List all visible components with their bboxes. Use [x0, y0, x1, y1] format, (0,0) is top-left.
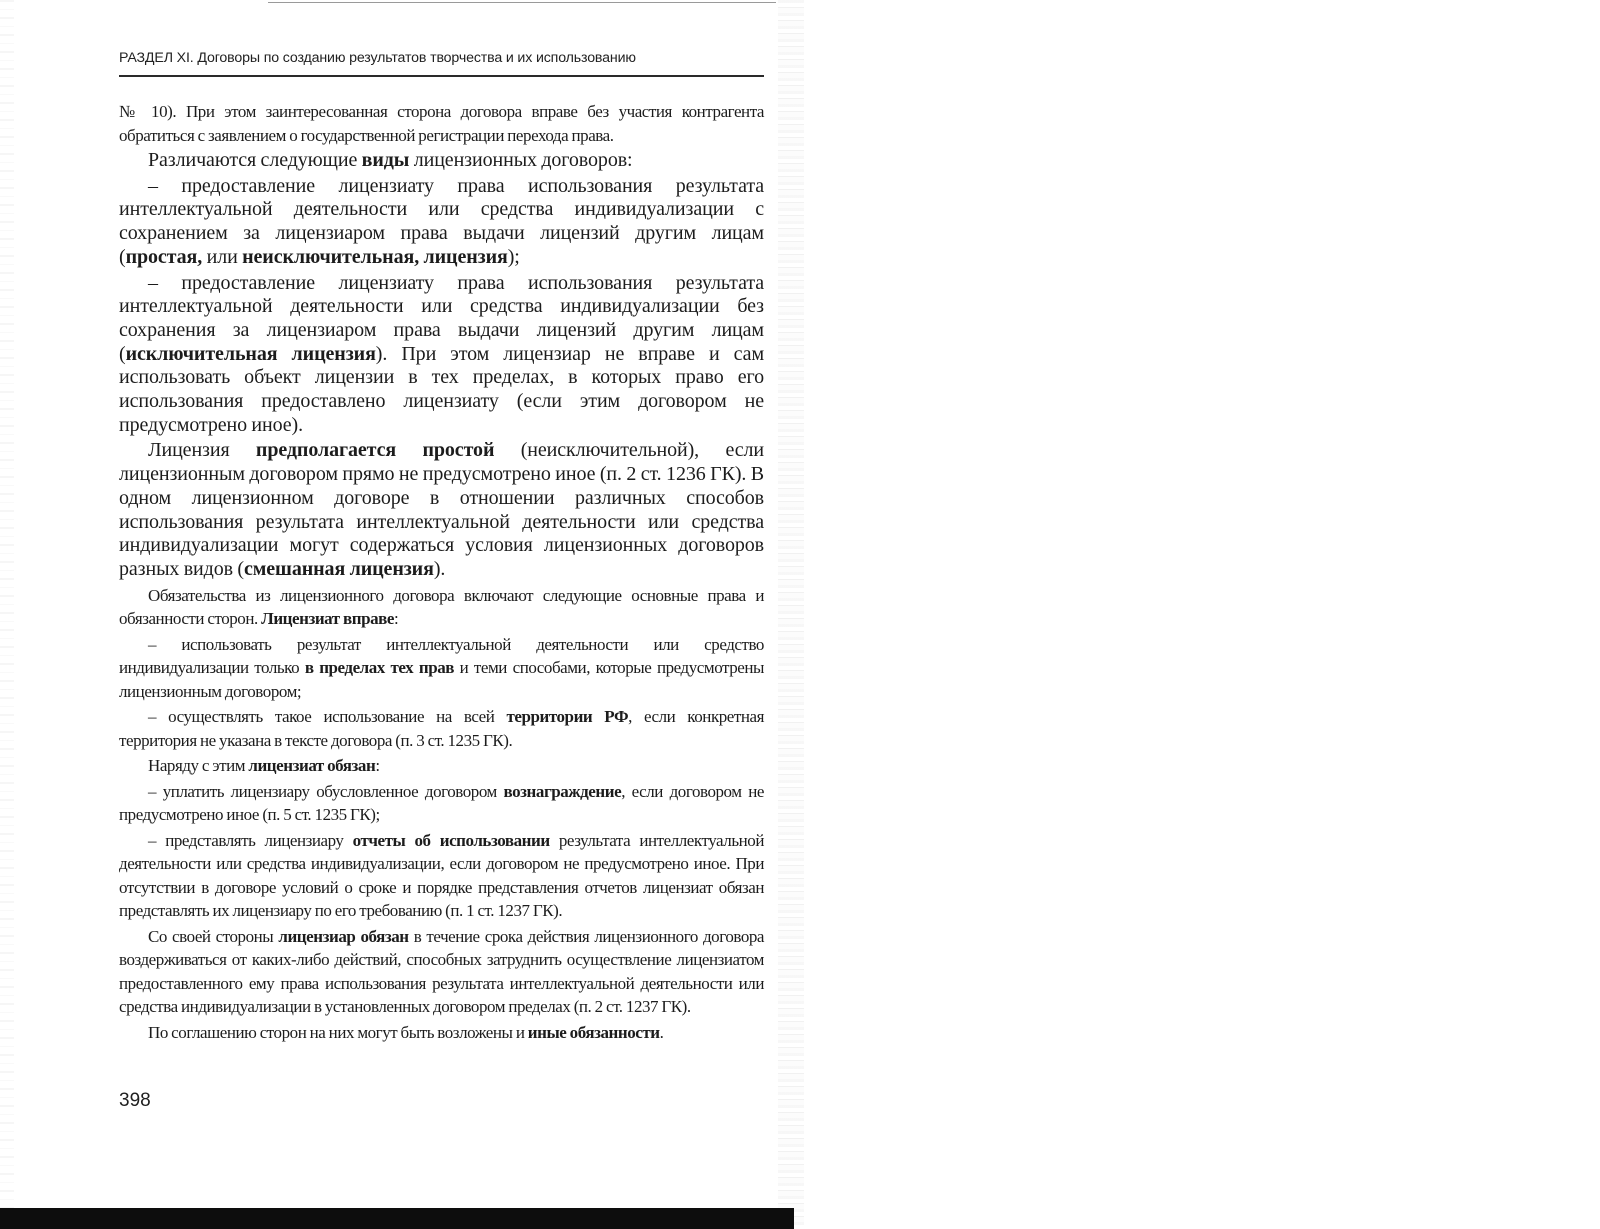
text-run: , если договором не предусмотрено иное (п. 5 ст. 1235 ГК);	[119, 781, 764, 825]
paragraph	[119, 780, 764, 827]
bold-term: отчеты об использовании	[352, 830, 550, 850]
text-run: Со своей стороны	[148, 926, 279, 946]
bold-term: исключительная лицензия	[125, 342, 376, 365]
text-run: Обязательства из лицензионного договора включают следующие основные права и обязанности сторон.	[119, 585, 764, 629]
paragraph	[119, 439, 764, 581]
text-run: – осуществлять такое использование на всей	[148, 707, 507, 727]
paragraph	[119, 1021, 764, 1045]
text-run: (неисключительной), если лицензионным договором прямо не предусмотрено иное (п. 2 ст. 1236 ГК). В одном лицензионном договоре в отношении различных способов использования результата интеллектуальной деятельности или средства индивидуализации могут содержаться условия лицензионных договоров разных видов (	[119, 439, 764, 580]
text-run: лицензионных договоров:	[409, 149, 633, 171]
page-number: 398	[119, 1090, 151, 1111]
bold-term: вознаграждение	[503, 781, 622, 801]
paragraph	[119, 829, 764, 923]
text-run: Лицензия	[148, 439, 256, 462]
paragraph	[119, 705, 764, 752]
bold-term: виды	[361, 149, 410, 171]
text-run: и теми способами, которые предусмотрены лицензионным договором;	[119, 658, 764, 701]
paragraph	[119, 633, 764, 704]
text-run: , если конкретная территория не указана в тексте договора (п. 3 ст. 1235 ГК).	[119, 707, 764, 750]
running-header: РАЗДЕЛ XI. Договоры по созданию результатов творчества и их использованию	[119, 50, 636, 66]
paragraph	[119, 754, 764, 778]
bold-term: лицензиар обязан	[278, 926, 409, 946]
bold-term: в пределах тех прав	[304, 658, 454, 678]
bold-term: иные обязанности	[527, 1022, 660, 1042]
body-text	[119, 100, 764, 1046]
text-run: Различаются следующие	[148, 149, 362, 171]
bold-term: неисключительная, лицензия	[242, 245, 508, 268]
bold-term: территории РФ	[506, 707, 629, 727]
bold-term: предполагается простой	[255, 439, 495, 462]
text-run: – представлять лицензиару	[148, 830, 353, 850]
text-run: По соглашению сторон на них могут быть возложены и	[148, 1022, 528, 1042]
text-run: :	[393, 609, 399, 629]
text-run: .	[659, 1022, 664, 1042]
page-edge-shadow	[778, 0, 804, 1229]
bold-term: простая,	[125, 245, 203, 268]
bold-term: Лицензиат вправе	[261, 609, 394, 629]
text-run: ). При этом лицензиар не вправе и сам использовать объект лицензии в тех пределах, в которых право его использования предоставлено лицензиату (если этим договором не предусмотрено иное).	[119, 342, 764, 436]
paragraph	[119, 925, 764, 1019]
scan-top-edge	[268, 2, 776, 3]
text-run: :	[375, 756, 380, 776]
bold-term: лицензиат обязан	[248, 756, 376, 776]
text-run: в течение срока действия лицензионного договора воздерживаться от каких-либо действий, способных затруднить осуществление лицензиатом предоставленного ему права использования результата интеллектуальной деятельности или средства индивидуализации в установленных договором пределах (п. 2 ст. 1237 ГК).	[119, 926, 765, 1017]
scan-left-margin	[0, 0, 14, 1229]
text-run: – предоставление лицензиату права использования результата интеллектуальной деятельности или средства индивидуализации без сохранения за лицензиаром права выдачи лицензий другим лицам (	[119, 271, 764, 365]
paragraph	[119, 175, 764, 270]
text-run: );	[507, 245, 520, 268]
paragraph	[119, 149, 764, 173]
bold-term: смешанная лицензия	[243, 557, 434, 580]
text-run: или	[202, 245, 243, 268]
scan-bottom-edge	[0, 1208, 794, 1229]
text-run: № 10). При этом заинтересованная сторона договора вправе без участия контрагента обратиться с заявлением о государственной регистрации перехода права.	[119, 102, 764, 145]
header-rule	[119, 75, 764, 77]
text-run: – использовать результат интеллектуальной деятельности или средство индивидуализации только	[119, 634, 764, 678]
text-run: Наряду с этим	[148, 756, 249, 776]
text-run: ).	[433, 557, 446, 580]
text-run: результата интеллектуальной деятельности или средства индивидуализации, если договором не предусмотрено иное. При отсутствии в договоре условий о сроке и порядке представления отчетов лицензиат обязан представлять их лицензиару по его требованию (п. 1 ст. 1237 ГК).	[119, 830, 764, 921]
text-run: – предоставление лицензиату права использования результата интеллектуальной деятельности или средства индивидуализации с сохранением за лицензиаром права выдачи лицензий другим лицам (	[119, 174, 764, 268]
text-run: – уплатить лицензиару обусловленное договором	[148, 781, 504, 801]
paragraph	[119, 272, 764, 438]
paragraph	[119, 100, 764, 147]
paragraph	[119, 584, 764, 631]
